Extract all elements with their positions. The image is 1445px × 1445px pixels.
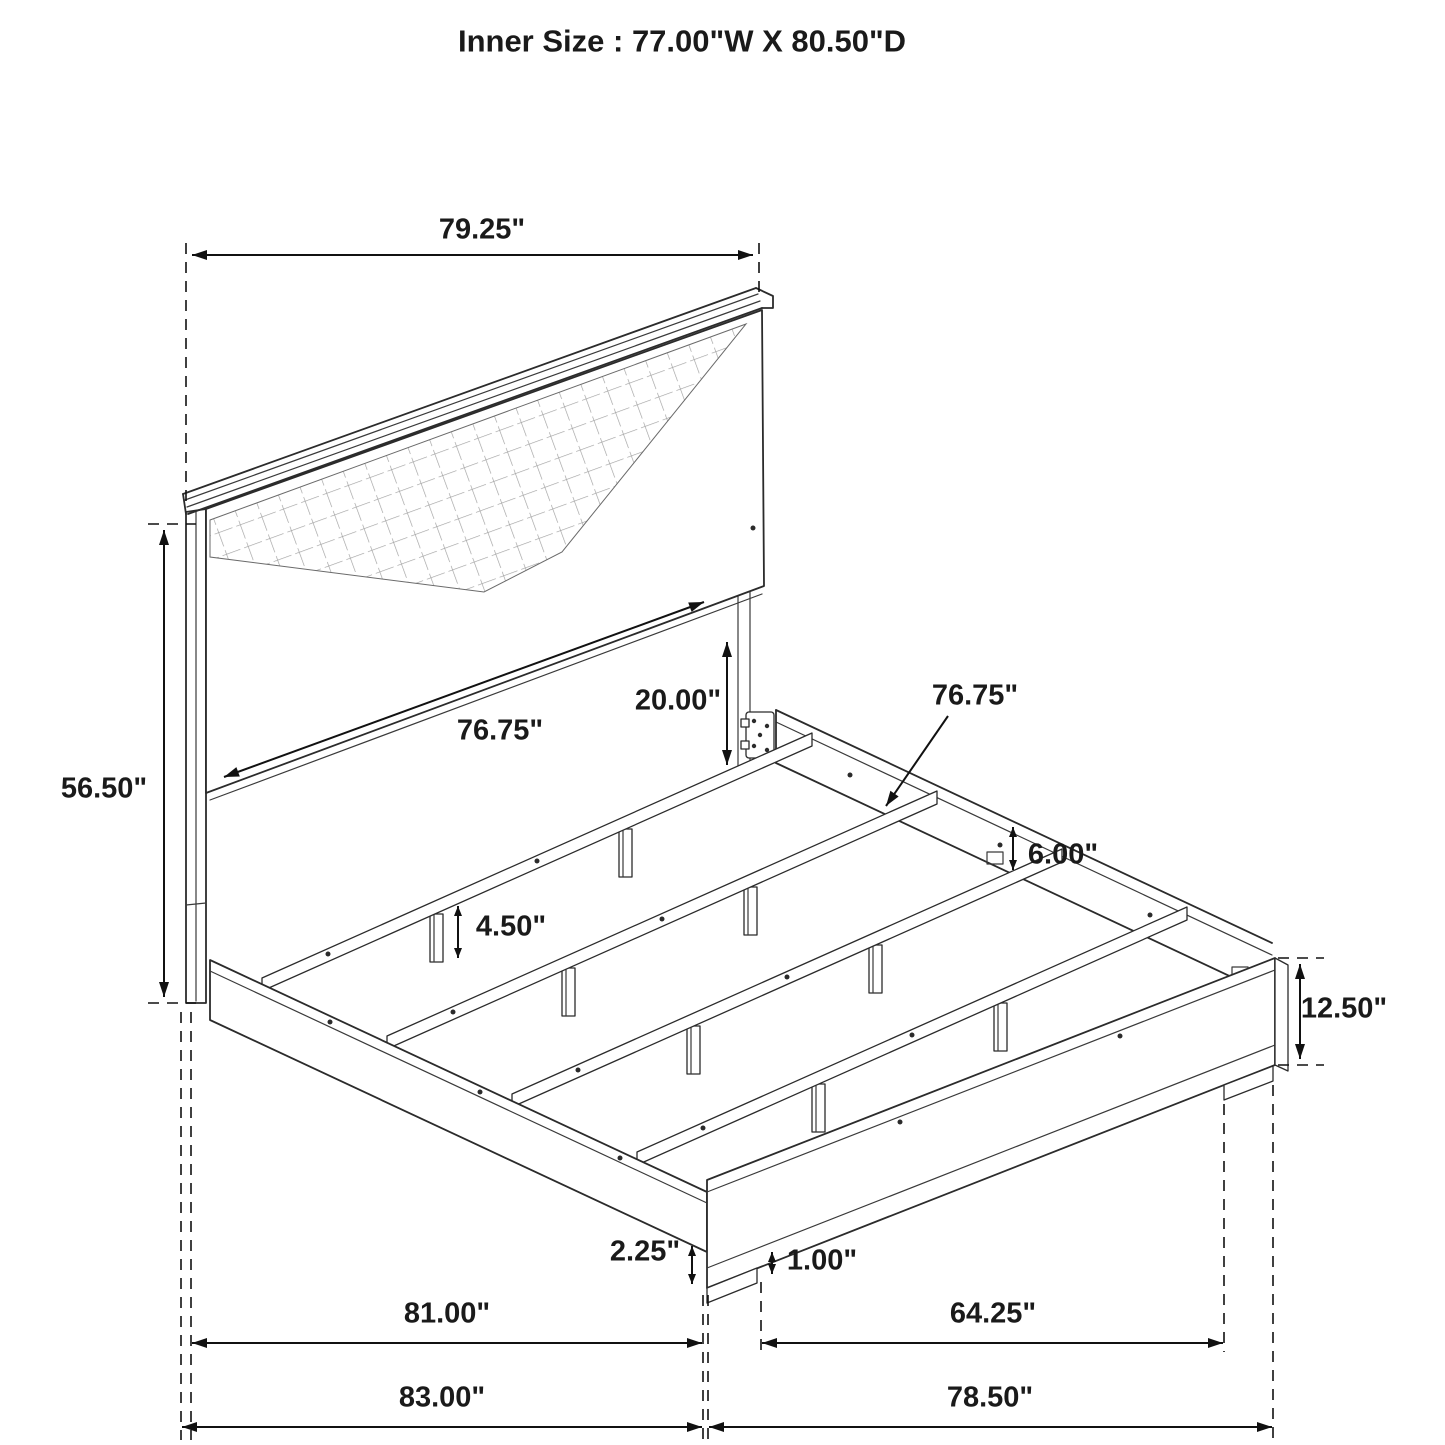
dim-headboard-height-label: 56.50" [60, 772, 148, 805]
dim-inner-length-label: 81.00" [403, 1297, 491, 1330]
dim-footboard-height-label: 12.50" [1300, 992, 1388, 1025]
dim-footboard-clearance-label: 1.00" [786, 1244, 858, 1277]
diagram-title: Inner Size : 77.00"W X 80.50"D [457, 23, 907, 59]
dim-top-width-label: 79.25" [438, 213, 526, 246]
dim-slat-leg-height-label: 4.50" [475, 910, 547, 943]
dim-slat-length-label: 76.75" [931, 679, 1019, 712]
dim-headboard-panel-width-label: 76.75" [456, 714, 544, 747]
headboard [183, 288, 773, 1003]
dim-side-rail-height-label: 6.00" [1027, 838, 1099, 871]
dim-footboard-leg-span-label: 64.25" [949, 1297, 1037, 1330]
dim-side-rail-clearance-label: 2.25" [609, 1235, 681, 1268]
dim-overall-length-label: 83.00" [398, 1381, 486, 1414]
dim-panel-to-slat-label: 20.00" [634, 684, 722, 717]
dim-footboard-width-label: 78.50" [946, 1381, 1034, 1414]
rail-mounting-bracket [741, 712, 774, 758]
